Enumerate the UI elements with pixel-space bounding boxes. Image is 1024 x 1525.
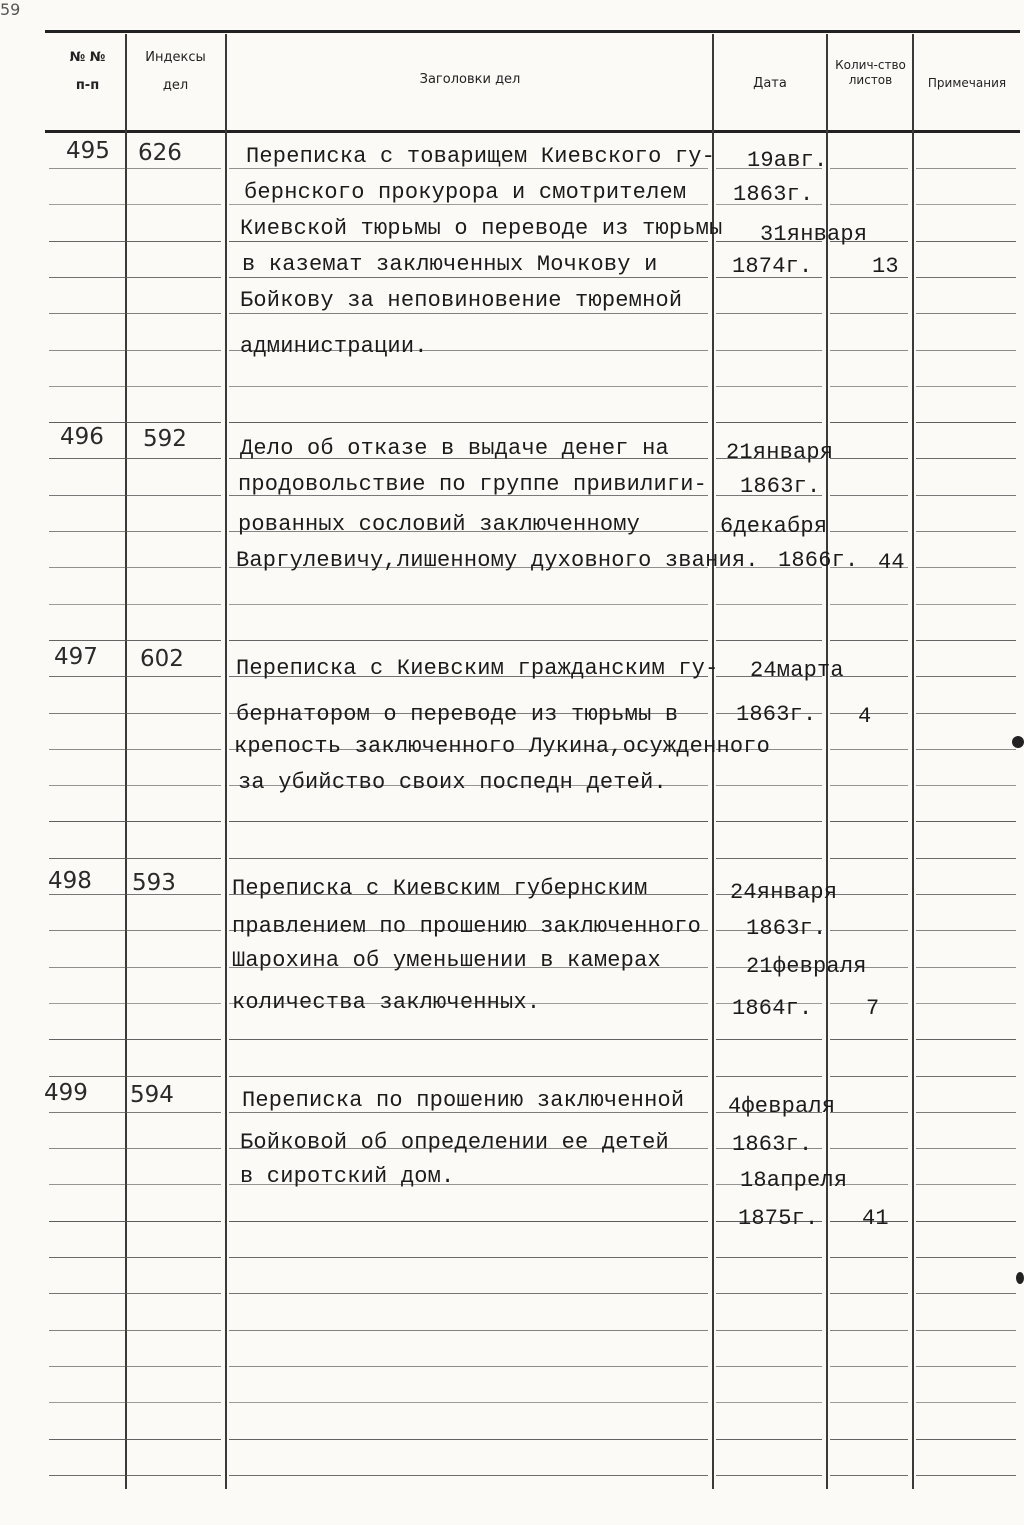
entry-date: 21февраля [746,954,867,979]
ruled-line [916,458,1016,459]
ruled-line [916,676,1016,677]
ruled-line [916,1076,1016,1077]
entry-index: 594 [130,1082,174,1108]
ruled-line [716,1257,822,1258]
entry-date: 1874г. [732,254,813,279]
ruled-line [229,1257,708,1258]
ruled-line [916,386,1016,387]
ruled-line [830,350,908,351]
ruled-line [830,1039,908,1040]
entry-date: 1863г. [746,916,827,941]
entry-date: 1863г. [740,474,821,499]
ruled-line [830,1148,908,1149]
ruled-line [916,495,1016,496]
ruled-line [229,422,708,423]
ruled-line [229,1221,708,1222]
entry-date: 19авг. [747,148,828,173]
ruled-line [49,350,221,351]
entry-title-line: Переписка с Киевским губернским [232,876,648,901]
ruled-line [830,531,908,532]
ruled-line [916,241,1016,242]
entry-date: 6декабря [720,514,828,539]
entry-title-line: количества заключенных. [232,990,541,1015]
ruled-line [49,1221,221,1222]
entry-date: 21января [726,440,834,465]
entry-sheet-count: 44 [878,550,905,575]
ruled-line [830,1330,908,1331]
header-number: № № п-п [69,50,106,94]
ruled-line [49,640,221,641]
page-number: 59 [0,0,21,19]
ruled-line [830,1257,908,1258]
ruled-line [830,495,908,496]
ruled-line [830,894,908,895]
ruled-line [830,858,908,859]
column-divider [826,34,828,1489]
entry-number: 499 [44,1080,88,1106]
column-divider [912,34,914,1489]
entry-title-line: администрации. [240,334,428,359]
entry-title-line: в сиротский дом. [240,1164,455,1189]
ruled-line [830,1439,908,1440]
entry-title-line: Переписка с товарищем Киевского гу- [246,144,716,169]
header-count: Колич-ство листов [835,58,906,87]
ruled-line [716,604,822,605]
entry-title-line: Киевской тюрьмы о переводе из тюрьмы [240,216,723,241]
entry-number: 498 [48,868,92,894]
ruled-line [916,531,1016,532]
ruled-line [49,1257,221,1258]
ruled-line [830,1076,908,1077]
entry-date: 18апреля [740,1168,848,1193]
ruled-line [49,1003,221,1004]
ruled-line [916,350,1016,351]
entry-title-line: бернатором о переводе из тюрьмы в [236,702,679,727]
ruled-line [716,1439,822,1440]
ruled-line [716,1330,822,1331]
ruled-line [49,1402,221,1403]
ruled-line [916,1257,1016,1258]
ruled-line [916,204,1016,205]
ruled-line [916,894,1016,895]
entry-title-line: правлением по прошению заключенного [232,914,702,939]
ruled-line [830,313,908,314]
entry-index: 626 [138,140,182,166]
ruled-line [830,386,908,387]
entry-index: 593 [132,870,176,896]
entry-title-line: Бойкову за неповиновение тюремной [240,288,683,313]
ruled-line [49,422,221,423]
ruled-line [916,1003,1016,1004]
ruled-line [49,567,221,568]
entry-title-line: Переписка с Киевским гражданским гу- [236,656,719,681]
ruled-line [716,858,822,859]
ruled-line [916,1475,1016,1476]
ruled-line [830,204,908,205]
ruled-line [716,422,822,423]
ruled-line [916,1402,1016,1403]
ruled-line [916,168,1016,169]
ruled-line [49,386,221,387]
ruled-line [49,821,221,822]
header-notes: Примечания [927,76,1007,90]
ruled-line [916,1039,1016,1040]
ruled-line [716,1366,822,1367]
entry-title-line: бернского прокурора и смотрителем [244,180,687,205]
ruled-line [49,967,221,968]
ruled-line [229,1330,708,1331]
ruled-line [830,1366,908,1367]
ruled-line [49,1112,221,1113]
ruled-line [229,1293,708,1294]
header-bottom-rule [45,130,1020,133]
entry-sheet-count: 41 [862,1206,889,1231]
ruled-line [49,713,221,714]
ruled-line [830,604,908,605]
ruled-line [830,458,908,459]
entry-index: 602 [140,646,184,672]
ruled-line [830,1402,908,1403]
header-index: Индексы дел [145,50,206,94]
entry-number: 497 [54,644,98,670]
ruled-line [49,749,221,750]
entry-date: 1863г. [736,702,817,727]
top-rule [45,30,1020,33]
ruled-line [49,313,221,314]
entry-date: 31января [760,222,868,247]
ruled-line [716,1475,822,1476]
ruled-line [916,1221,1016,1222]
entry-title-line: Бойковой об определении ее детей [240,1130,669,1155]
entry-title-line: Переписка по прошению заключенной [242,1088,685,1113]
entry-index: 592 [143,426,187,452]
column-divider [712,34,714,1489]
ruled-line [830,821,908,822]
entry-title-line: Варгулевичу,лишенному духовного звания. [236,548,759,573]
ruled-line [49,785,221,786]
ruled-line [229,1402,708,1403]
scan-artifact [1012,736,1024,748]
ruled-line [716,1293,822,1294]
ruled-line [229,1475,708,1476]
ruled-line [49,1475,221,1476]
ruled-line [229,821,708,822]
ruled-line [229,640,708,641]
ruled-line [49,241,221,242]
ruled-line [916,821,1016,822]
entry-sheet-count: 4 [858,704,872,729]
ruled-line [916,567,1016,568]
entry-date: 24января [730,880,838,905]
ruled-line [916,1330,1016,1331]
ruled-line [716,386,822,387]
entry-sheet-count: 13 [872,254,899,279]
ruled-line [916,604,1016,605]
ruled-line [916,1184,1016,1185]
header-date: Дата [753,76,787,91]
entry-title-line: за убийство своих поспедн детей. [238,770,667,795]
ruled-line [49,531,221,532]
ruled-line [830,749,908,750]
ruled-line [229,277,708,278]
entry-title-line: рованных сословий заключенному [238,512,641,537]
entry-title-line: продовольствие по группе привилиги- [238,472,708,497]
entry-title-line: крепость заключенного Лукина,осужденного [234,734,771,759]
ruled-line [916,313,1016,314]
ruled-line [229,386,708,387]
ruled-line [716,1076,822,1077]
entry-date: 1863г. [732,1132,813,1157]
ruled-line [229,1039,708,1040]
ruled-line [916,713,1016,714]
ruled-line [916,1112,1016,1113]
ruled-line [49,1293,221,1294]
scan-artifact [1016,1272,1024,1284]
ruled-line [716,821,822,822]
entry-title-line: в каземат заключенных Мочкову и [242,252,658,277]
ruled-line [830,1475,908,1476]
ruled-line [49,1330,221,1331]
ruled-line [916,930,1016,931]
ruled-line [229,313,708,314]
ruled-line [229,1366,708,1367]
ruled-line [830,1293,908,1294]
ruled-line [49,1366,221,1367]
ruled-line [716,1039,822,1040]
ruled-line [916,785,1016,786]
ruled-line [49,604,221,605]
ruled-line [716,785,822,786]
ruled-line [49,1439,221,1440]
header-titles: Заголовки дел [419,72,521,87]
entry-date: 1864г. [732,996,813,1021]
ruled-line [830,930,908,931]
ruled-line [49,495,221,496]
ruled-line [830,168,908,169]
ruled-line [49,858,221,859]
ruled-line [49,204,221,205]
ruled-line [830,785,908,786]
entry-date: 4февраля [728,1094,836,1119]
ruled-line [916,277,1016,278]
entry-date: 1866г. [778,548,859,573]
ruled-line [229,1076,708,1077]
ruled-line [49,1076,221,1077]
ruled-line [49,1039,221,1040]
ruled-line [229,604,708,605]
entry-sheet-count: 7 [866,996,880,1021]
ruled-line [49,930,221,931]
column-divider [125,34,127,1489]
ruled-line [916,749,1016,750]
ruled-line [916,422,1016,423]
ruled-line [716,350,822,351]
entry-number: 496 [60,424,104,450]
ruled-line [916,1439,1016,1440]
ruled-line [916,967,1016,968]
ruled-line [49,1148,221,1149]
ruled-line [229,858,708,859]
ruled-line [830,1112,908,1113]
entry-title-line: Шарохина об уменьшении в камерах [232,948,661,973]
ruled-line [49,676,221,677]
ruled-line [916,1293,1016,1294]
ruled-line [916,858,1016,859]
ruled-line [830,422,908,423]
column-divider [225,34,227,1489]
ruled-line [49,168,221,169]
entry-date: 1863г. [733,182,814,207]
ruled-line [916,640,1016,641]
ruled-line [49,1184,221,1185]
ruled-line [830,640,908,641]
ruled-line [716,313,822,314]
entry-title-line: Дело об отказе в выдаче денег на [240,436,669,461]
ruled-line [916,1148,1016,1149]
ruled-line [716,1402,822,1403]
entry-date: 24марта [750,658,844,683]
entry-number: 495 [66,138,110,164]
ruled-line [49,458,221,459]
ruled-line [229,1439,708,1440]
entry-date: 1875г. [738,1206,819,1231]
ruled-line [716,640,822,641]
ruled-line [49,277,221,278]
ruled-line [916,1366,1016,1367]
